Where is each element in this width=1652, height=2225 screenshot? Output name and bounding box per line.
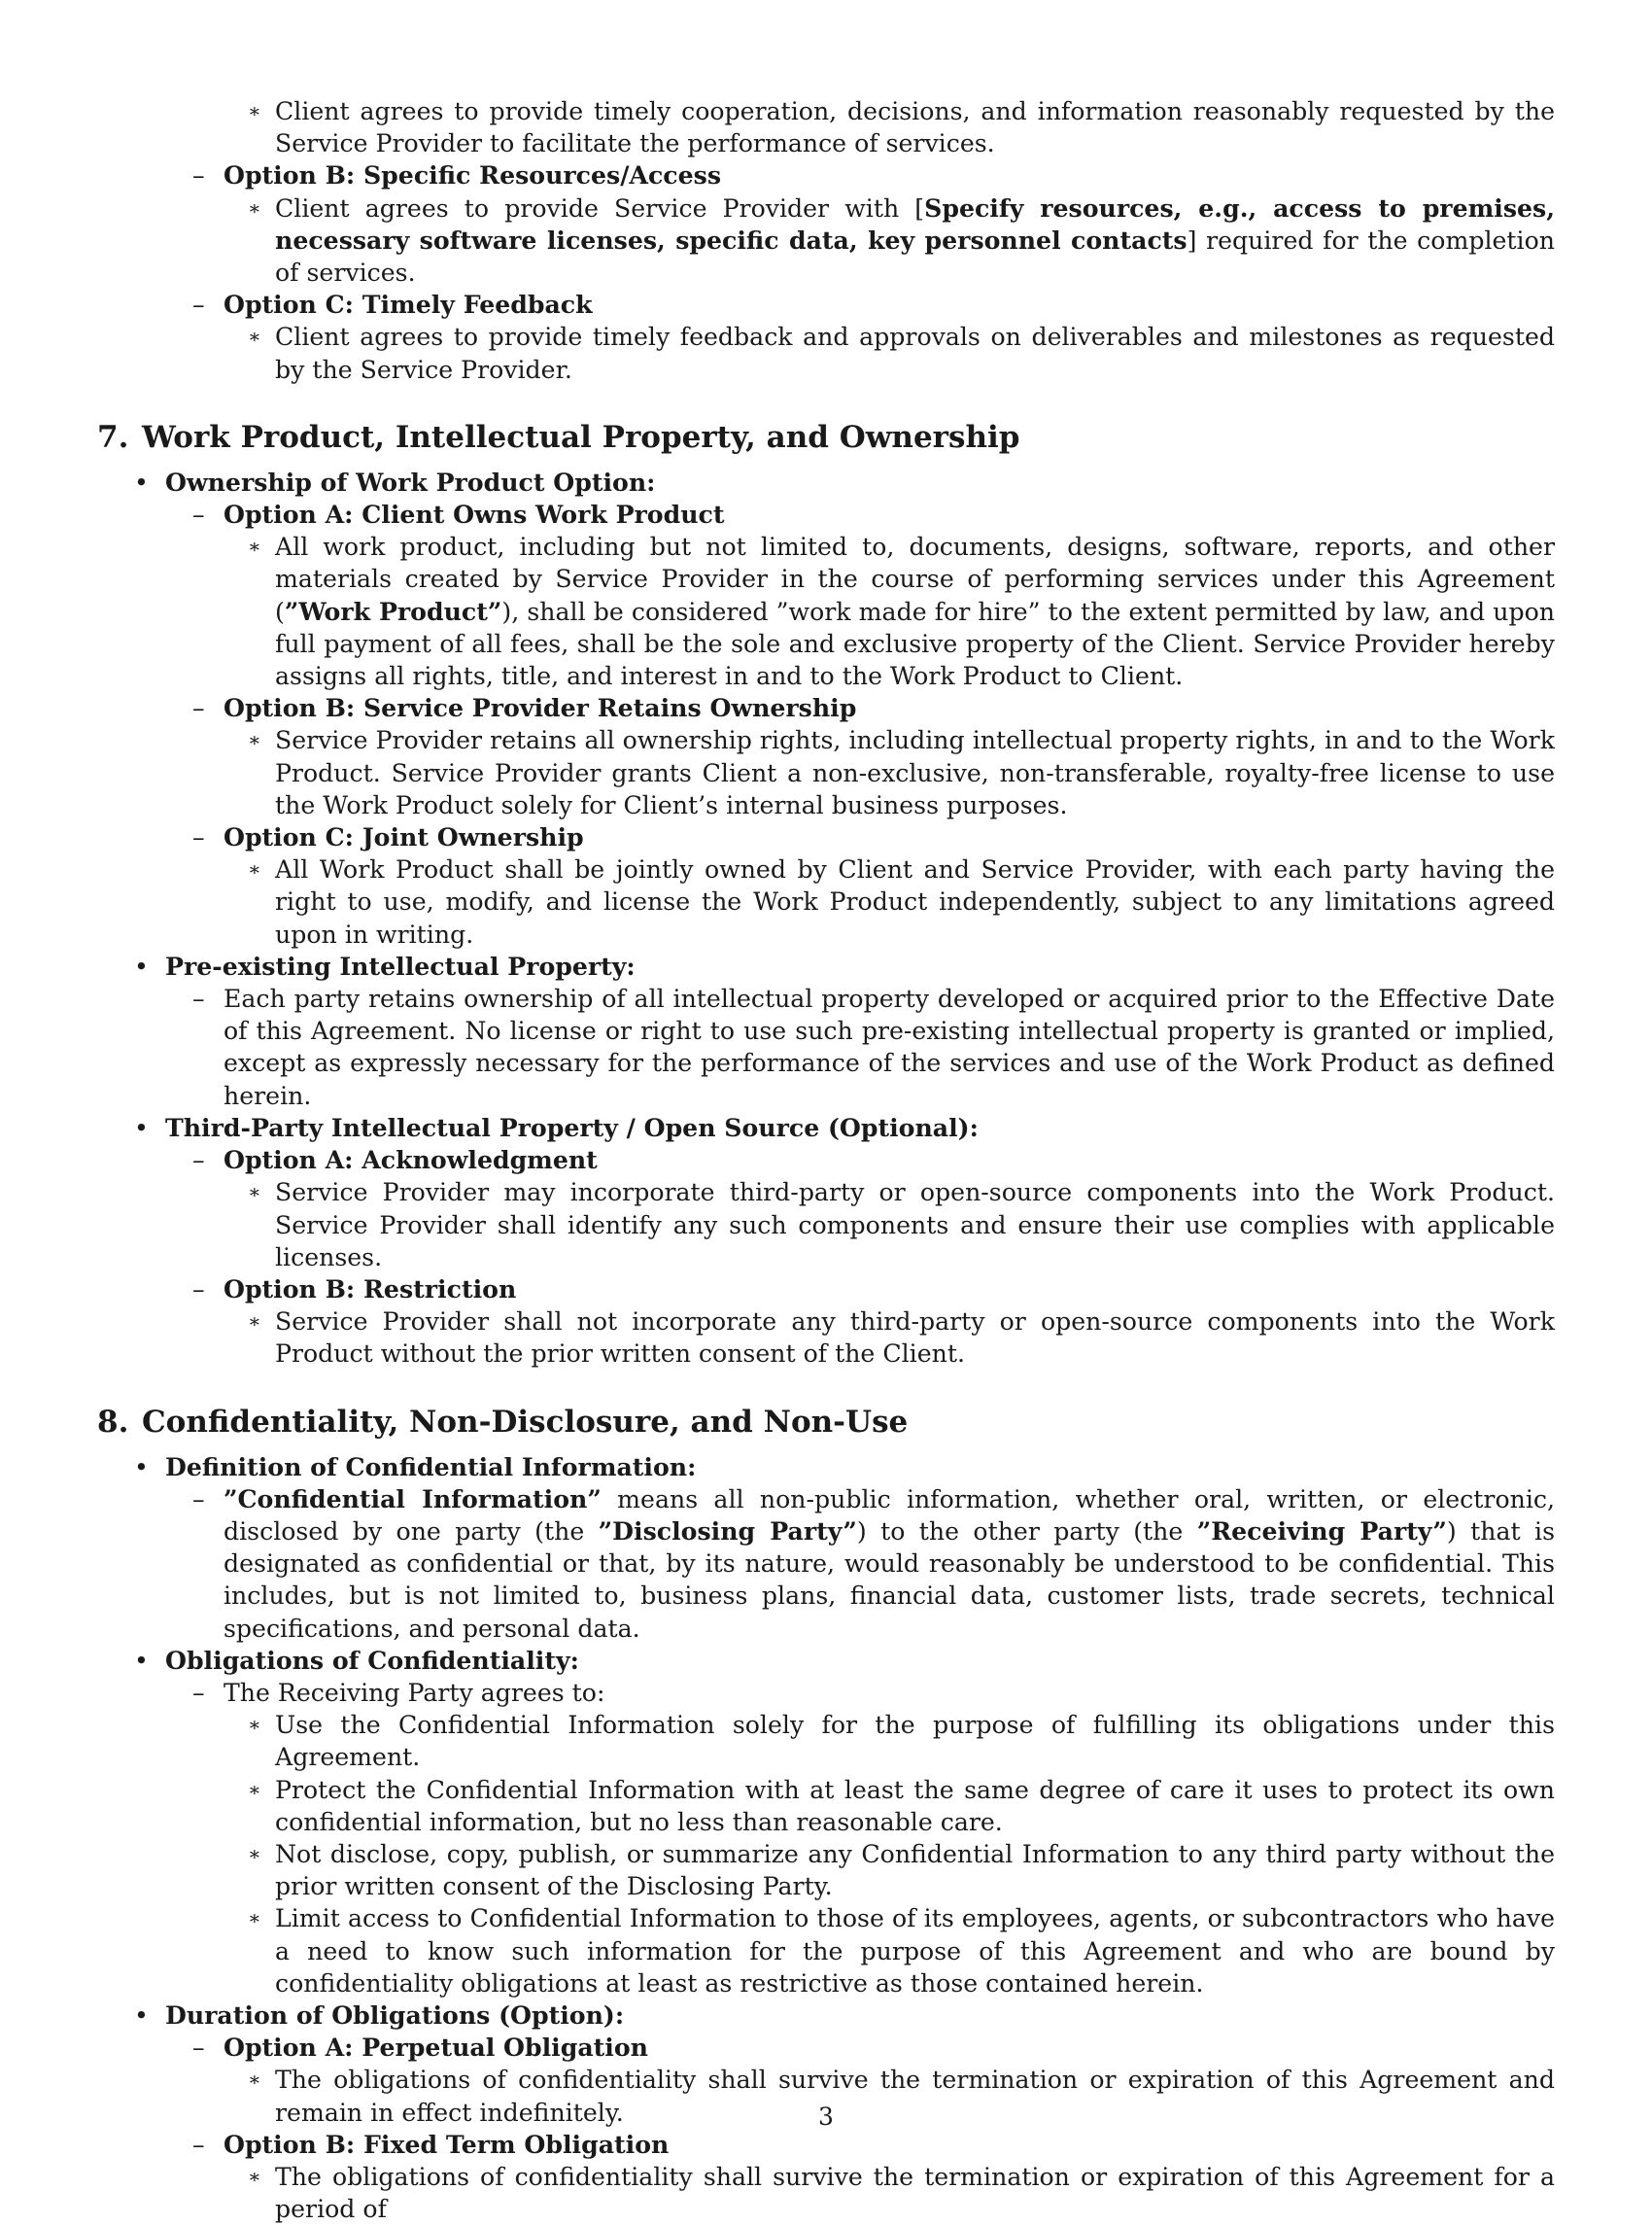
item-text: Client agrees to provide Service Provider with [Specify resources, e.g., access to premises, necessary software licenses, specific data, key personnel contacts] required for the completion of services. — [275, 192, 1555, 288]
item-text: Not disclose, copy, publish, or summarize any Confidential Information to any third party without the prior written consent of the Disclosing Party. — [275, 1839, 1555, 1901]
star-marker: ∗ — [248, 1841, 261, 1865]
list-item — [97, 1112, 1555, 1144]
section-title: Confidentiality, Non-Disclosure, and Non-Use — [142, 1404, 909, 1440]
dash-marker: – — [192, 1484, 205, 1513]
item-text: All Work Product shall be jointly owned by Client and Service Provider, with each party having the right to use, modify, and license the Work Product independently, subject to any limitations agreed upon in writing. — [275, 855, 1555, 949]
list-item — [97, 1838, 1555, 1902]
option-heading: Option B: Restriction — [224, 1273, 517, 1304]
list-item — [97, 192, 1555, 290]
dash-marker: – — [192, 1678, 205, 1707]
item-text: Service Provider shall not incorporate any third-party or open-source components into the Work Product without the prior written consent of the Client. — [275, 1307, 1555, 1369]
star-marker: ∗ — [248, 2164, 261, 2188]
list-item — [97, 2161, 1555, 2225]
option-heading: Option B: Fixed Term Obligation — [224, 2129, 670, 2159]
subsection-heading: Duration of Obligations (Option): — [165, 1999, 625, 2030]
dash-marker: – — [192, 1146, 205, 1175]
star-marker: ∗ — [248, 99, 261, 122]
item-text: Client agrees to provide timely feedback and approvals on deliverables and milestones as requested by the Service Provider. — [275, 323, 1555, 384]
item-text: ”Confidential Information” means all non-public information, whether oral, written, or electronic, disclosed by one party (the ”Disclosing Party”) to the other party (the ”Receiving Party”) that is designated as confidential or that, by its nature, would reasonably be understood to be confidential. This includes, but is not limited to, business plans, financial data, customer lists, trade secrets, technical specifications, and personal data. — [224, 1483, 1556, 1643]
item-text: Service Provider may incorporate third-party or open-source components into the Work Product. Service Provider shall identify any such components and ensure their use complies with applicable licenses. — [275, 1178, 1555, 1271]
dash-marker: – — [192, 694, 205, 723]
star-marker: ∗ — [248, 2068, 261, 2092]
bullet-marker: • — [134, 1113, 149, 1142]
section-title: Work Product, Intellectual Property, and Ownership — [142, 419, 1020, 455]
dash-marker: – — [192, 161, 205, 191]
star-marker: ∗ — [248, 857, 261, 882]
list-item — [97, 983, 1555, 1112]
list-item — [97, 724, 1555, 821]
dash-marker: – — [192, 291, 205, 320]
subsection-heading: Third-Party Intellectual Property / Open Source (Optional): — [165, 1112, 979, 1142]
subsection-heading: Obligations of Confidentiality: — [165, 1645, 579, 1675]
item-text: The Receiving Party agrees to: — [224, 1678, 605, 1707]
dash-marker: – — [192, 2130, 205, 2159]
section-number: 8. — [97, 1404, 129, 1440]
star-marker: ∗ — [248, 325, 261, 349]
list-item — [97, 95, 1555, 159]
list-item — [97, 1451, 1555, 1483]
list-item — [97, 1774, 1555, 1838]
option-heading: Option A: Perpetual Obligation — [224, 2033, 648, 2063]
bullet-marker: • — [134, 1452, 149, 1481]
item-text: Service Provider retains all ownership rights, including intellectual property rights, in and to the Work Product. Service Provider grants Client a non-exclusive, non-transferable, royalty-free license to use the Work Product solely for Client’s internal business purposes. — [275, 726, 1555, 819]
star-marker: ∗ — [248, 195, 261, 220]
list-item — [97, 853, 1555, 951]
list-item — [97, 1483, 1555, 1645]
star-marker: ∗ — [248, 1713, 261, 1737]
list-item — [97, 821, 1555, 853]
list-item — [97, 1677, 1555, 1709]
star-marker: ∗ — [248, 1309, 261, 1334]
item-text: Each party retains ownership of all intellectual property developed or acquired prior to the Effective Date of this Agreement. No license or right to use such pre-existing intellectual property is granted or implied, except as expressly necessary for the performance of the services and use of the Work Product as defined herein. — [224, 985, 1555, 1110]
dash-marker: – — [192, 501, 205, 530]
dash-marker: – — [192, 2034, 205, 2063]
bullet-marker: • — [134, 1646, 149, 1675]
star-marker: ∗ — [248, 535, 261, 559]
dash-marker: – — [192, 985, 205, 1014]
list-item — [97, 1902, 1555, 1999]
page-number: 3 — [818, 2103, 834, 2131]
subsection-heading: Definition of Confidential Information: — [165, 1451, 697, 1481]
option-heading: Option A: Client Owns Work Product — [224, 500, 725, 530]
list-item — [97, 467, 1555, 499]
subsection-heading: Ownership of Work Product Option: — [165, 467, 656, 497]
document-page — [97, 95, 1555, 2225]
star-marker: ∗ — [248, 1906, 261, 1930]
list-item — [97, 1999, 1555, 2032]
item-text: The obligations of confidentiality shall survive the termination or expiration of this Agreement for a period of — [275, 2162, 1555, 2224]
dash-marker: – — [192, 1274, 205, 1304]
list-item — [97, 1273, 1555, 1305]
bullet-marker: • — [134, 468, 149, 497]
item-text: Use the Confidential Information solely for the purpose of fulfilling its obligations under this Agreement. — [275, 1711, 1555, 1772]
section-8-heading — [97, 1403, 1555, 1442]
option-heading: Option C: Joint Ownership — [224, 822, 584, 852]
option-heading: Option B: Specific Resources/Access — [224, 160, 722, 191]
item-text: Client agrees to provide timely cooperation, decisions, and information reasonably requested by the Service Provider to facilitate the performance of services. — [275, 97, 1555, 158]
section-number: 7. — [97, 419, 129, 455]
list-item — [97, 951, 1555, 983]
list-item — [97, 159, 1555, 191]
bullet-marker: • — [134, 2000, 149, 2030]
item-text: The obligations of confidentiality shall survive the termination or expiration of this Agreement and remain in effect indefinitely. — [275, 2066, 1555, 2127]
bullet-marker: • — [134, 952, 149, 981]
list-item — [97, 2032, 1555, 2064]
option-heading: Option C: Timely Feedback — [224, 290, 593, 320]
star-marker: ∗ — [248, 1777, 261, 1801]
list-item — [97, 289, 1555, 321]
list-item — [97, 692, 1555, 724]
item-text: Protect the Confidential Information with at least the same degree of care it uses to protect its own confidential information, but no less than reasonable care. — [275, 1775, 1555, 1836]
list-item — [97, 2129, 1555, 2161]
section-7-heading — [97, 418, 1555, 457]
list-item — [97, 499, 1555, 531]
list-item — [97, 1305, 1555, 1370]
option-heading: Option B: Service Provider Retains Ownership — [224, 693, 857, 723]
dash-marker: – — [192, 823, 205, 852]
list-item — [97, 1709, 1555, 1773]
list-item — [97, 1144, 1555, 1176]
item-text: All work product, including but not limited to, documents, designs, software, reports, and other materials created by Service Provider in the course of performing services under this Agreement (”Work Product”), shall be considered ”work made for hire” to the extent permitted by law, and upon full payment of all fees, shall be the sole and exclusive property of the Client. Service Provider hereby assigns all rights, title, and interest in and to the Work Product to Client. — [275, 533, 1555, 691]
star-marker: ∗ — [248, 1180, 261, 1204]
list-item — [97, 321, 1555, 385]
subsection-heading: Pre-existing Intellectual Property: — [165, 951, 636, 981]
item-text: Limit access to Confidential Information to those of its employees, agents, or subcontractors who have a need to know such information for the purpose of this Agreement and who are bound by confidentiality obligations at least as restrictive as those contained herein. — [275, 1904, 1555, 1998]
list-item — [97, 1645, 1555, 1677]
star-marker: ∗ — [248, 728, 261, 752]
option-heading: Option A: Acknowledgment — [224, 1145, 598, 1175]
list-item — [97, 1176, 1555, 1273]
list-item — [97, 531, 1555, 692]
